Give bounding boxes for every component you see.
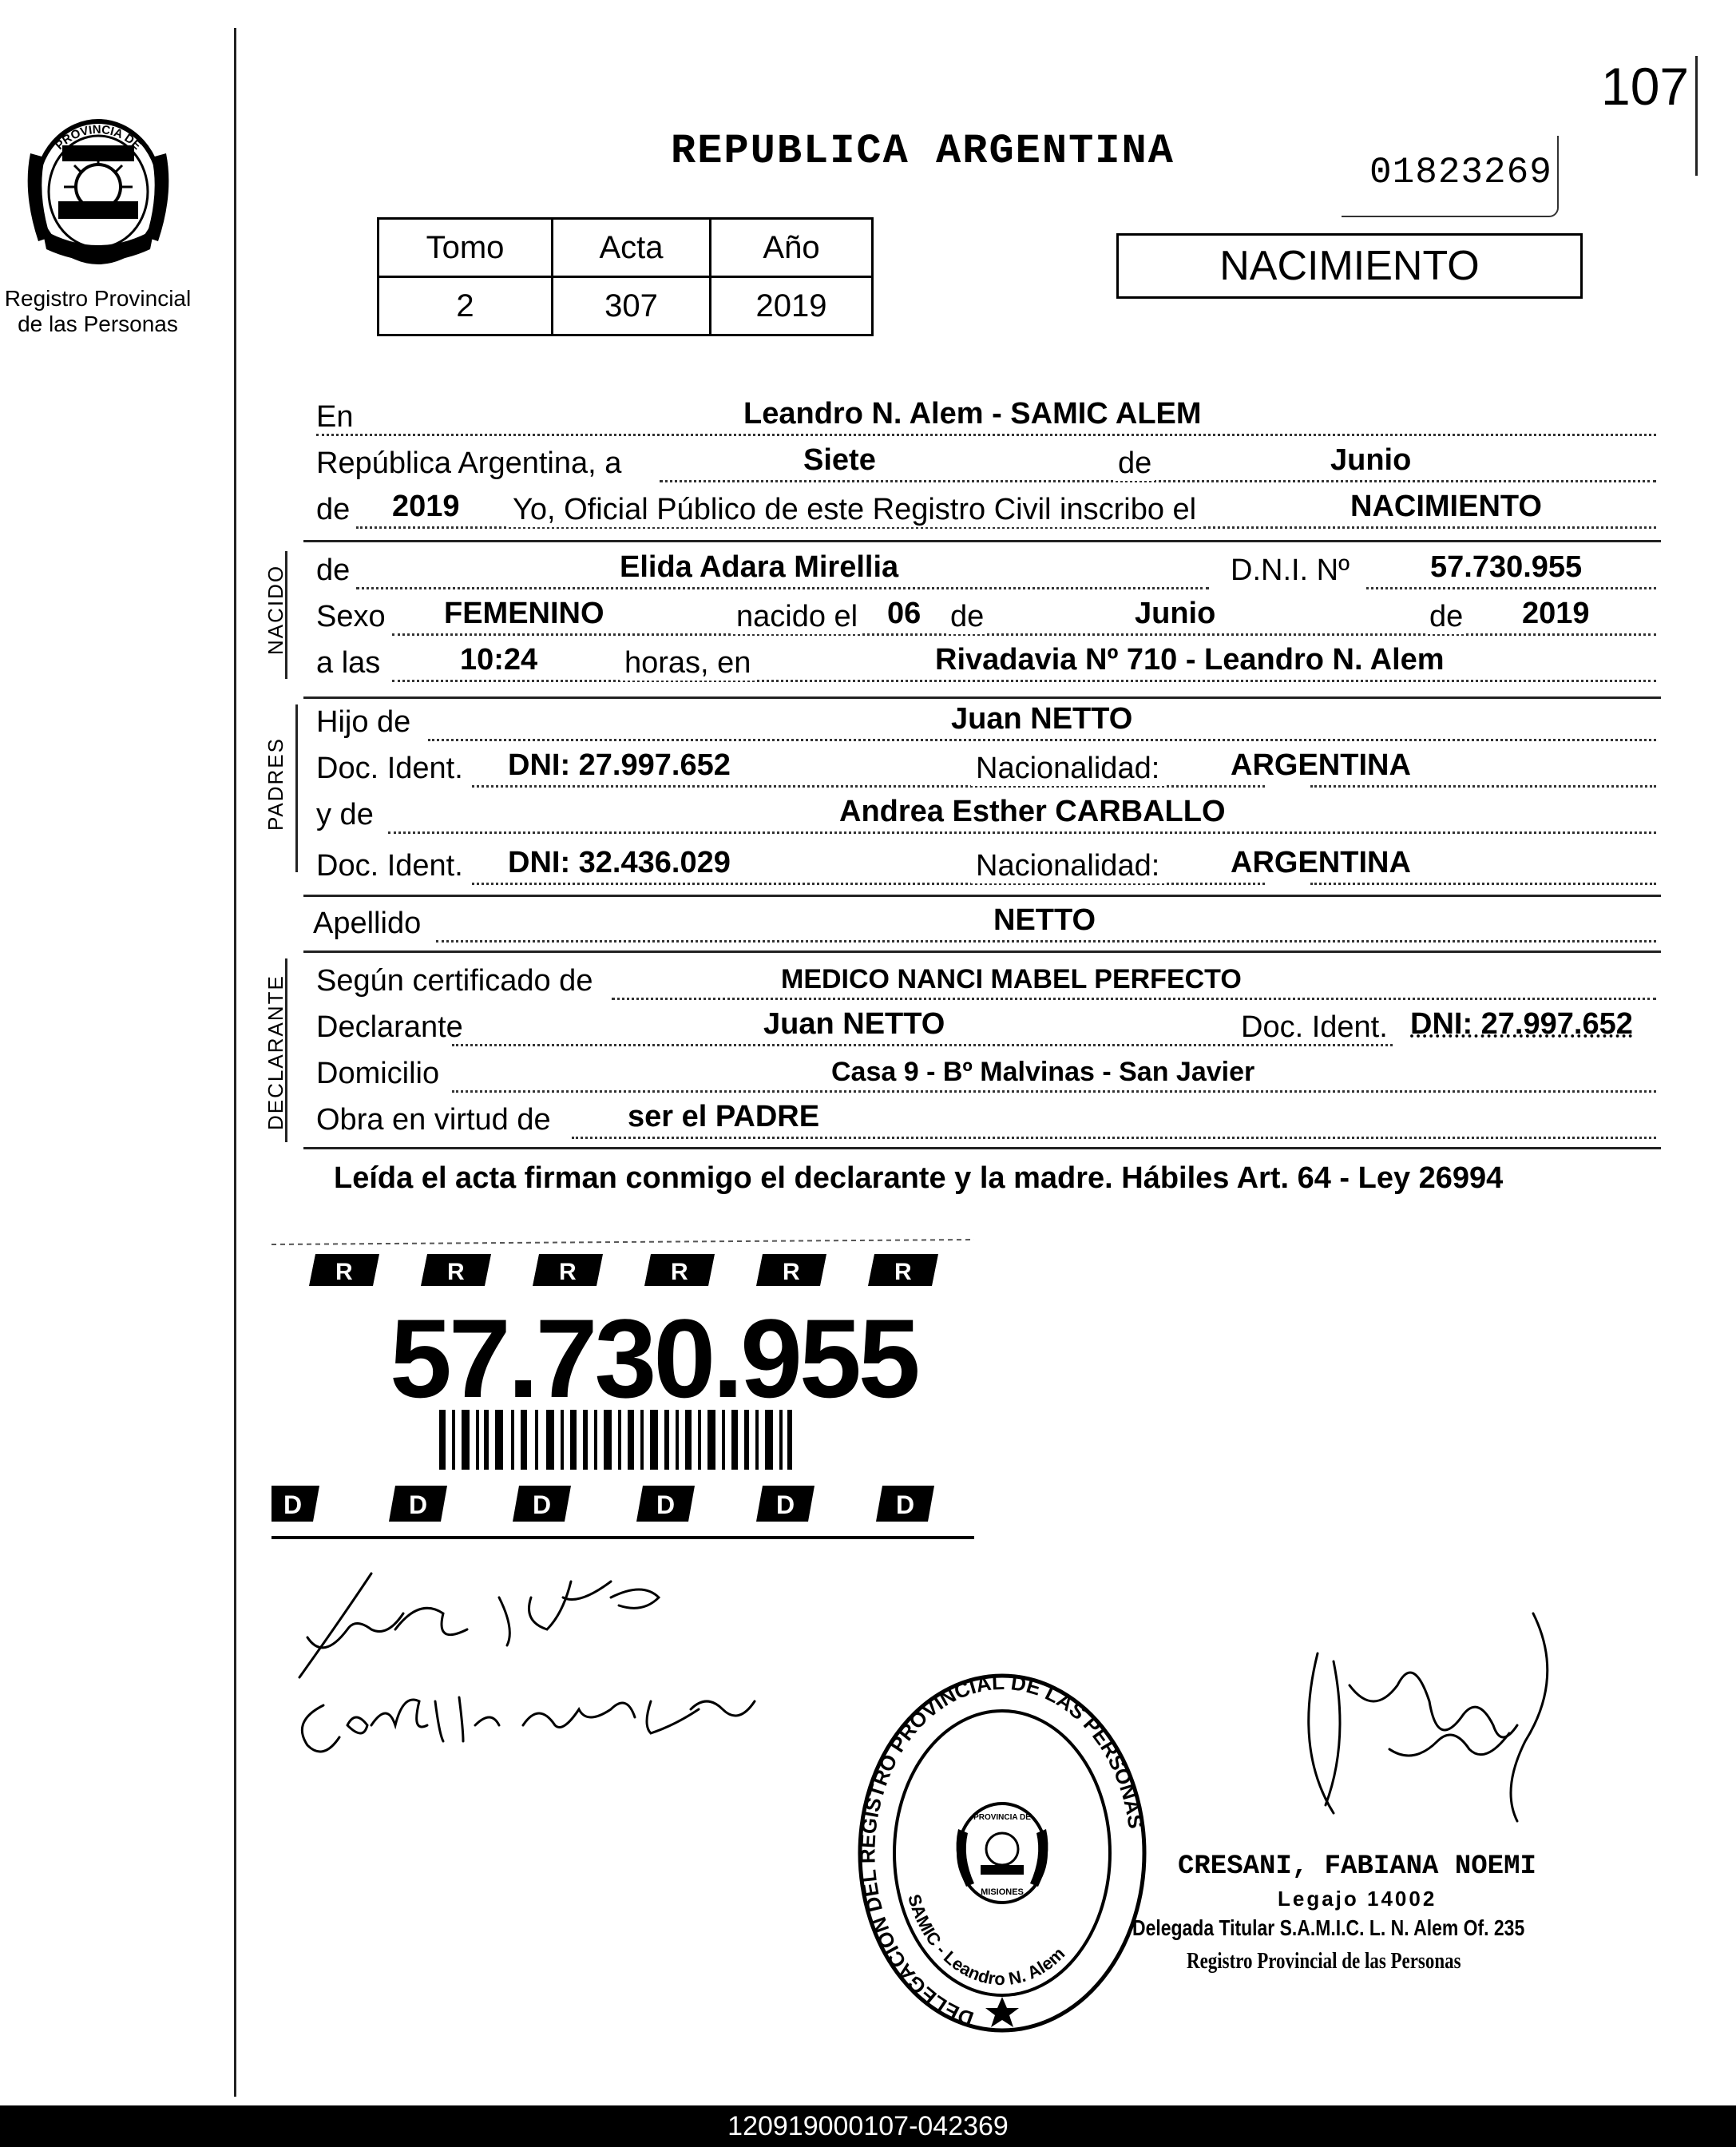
domicilio-value: Casa 9 - Bº Malvinas - San Javier <box>831 1057 1255 1087</box>
hijo-label: Hijo de <box>316 705 411 739</box>
sex-birth-row <box>316 594 1656 639</box>
birth-day: 06 <box>887 597 922 630</box>
alas-label: a las <box>316 646 381 680</box>
right-margin-rule <box>1695 56 1698 176</box>
father-nationality: ARGENTINA <box>1231 748 1411 782</box>
year-value: 2019 <box>392 490 460 523</box>
stamp-ring-text: DELEGACION DEL REGISTRO PROVINCIAL DE LAS PERSONAS <box>855 1669 1148 2032</box>
svg-text:R: R <box>335 1259 353 1285</box>
yde-label: y de <box>316 798 374 831</box>
svg-text:R: R <box>559 1259 577 1285</box>
dni-label: D.N.I. Nº <box>1231 554 1350 587</box>
nacido-el-label: nacido el <box>731 600 862 634</box>
nacionalidad-label: Nacionalidad: <box>971 849 1164 883</box>
security-pattern-bottom <box>271 1486 974 1538</box>
seal-bottom-text: MISIONES <box>63 216 133 241</box>
certificate-value: MEDICO NANCI MABEL PERFECTO <box>781 964 1242 994</box>
svg-text:R: R <box>894 1259 912 1285</box>
father-row <box>316 700 1656 744</box>
declarante-field-label: Declarante <box>316 1010 463 1044</box>
acta-value: 307 <box>553 277 711 335</box>
doc-label: Doc. Ident. <box>316 752 463 785</box>
de3-label: de <box>316 554 351 587</box>
segun-label: Según certificado de <box>316 964 593 998</box>
father-doc: DNI: 27.997.652 <box>508 748 731 782</box>
logo-caption-line2: de las Personas <box>18 312 178 336</box>
serial-number: 01823269 <box>1369 152 1552 193</box>
capacity-row <box>316 1097 1656 1142</box>
stamp-seal-top: PROVINCIA DE <box>973 1813 1031 1822</box>
anio-value: 2019 <box>711 277 873 335</box>
section-rule <box>303 696 1661 699</box>
father-doc-row <box>316 746 1656 791</box>
de4-label: de <box>947 600 987 634</box>
anio-header: Año <box>711 219 873 277</box>
acta-header: Acta <box>553 219 711 277</box>
stamp-seal-bottom: MISIONES <box>981 1887 1024 1897</box>
official-name: CRESANI, FABIANA NOEMI <box>1178 1851 1536 1882</box>
surname-row <box>313 901 1656 946</box>
logo-caption <box>0 286 196 337</box>
svg-text:D: D <box>776 1490 795 1519</box>
doc-label: Doc. Ident. <box>1241 1010 1388 1044</box>
svg-text:R: R <box>783 1259 800 1285</box>
act-type-box: NACIMIENTO <box>1116 233 1583 299</box>
provincial-seal-logo <box>14 97 182 273</box>
child-name: Elida Adara Mirellia <box>620 550 899 584</box>
svg-text:D: D <box>896 1490 915 1519</box>
birth-year: 2019 <box>1522 597 1590 630</box>
section-rule <box>303 895 1661 897</box>
svg-text:R: R <box>671 1259 688 1285</box>
child-dni: 57.730.955 <box>1430 550 1583 584</box>
yo-label: Yo, Oficial Público de este Registro Civil inscribo el <box>508 493 1201 527</box>
section-rule <box>303 1147 1661 1149</box>
mother-row <box>316 792 1656 837</box>
de5-label: de <box>1426 600 1466 634</box>
register-value-row <box>379 277 873 335</box>
place-value: Leandro N. Alem - SAMIC ALEM <box>743 397 1202 431</box>
certificate-row <box>316 958 1656 1003</box>
declarante-doc: DNI: 27.997.652 <box>1410 1007 1633 1041</box>
official-legajo: Legajo 14002 <box>1278 1887 1437 1911</box>
svg-text:D: D <box>283 1490 303 1519</box>
page-number: 107 <box>1601 57 1690 116</box>
logo-caption-line1: Registro Provincial <box>4 286 192 311</box>
declarante-value: Juan NETTO <box>763 1007 945 1041</box>
birth-place: Rivadavia Nº 710 - Leandro N. Alem <box>935 643 1445 677</box>
father-name: Juan NETTO <box>951 702 1133 736</box>
birth-time: 10:24 <box>460 643 538 677</box>
official-signature <box>1294 1605 1581 1845</box>
footer-code: 120919000107-042369 <box>0 2105 1736 2147</box>
de-label: de <box>1115 446 1155 481</box>
apellido-label: Apellido <box>313 907 422 940</box>
stamp-inner-seal <box>957 1804 1048 1903</box>
apellido-value: NETTO <box>993 903 1096 937</box>
left-margin-rule <box>234 28 236 2097</box>
obra-label: Obra en virtud de <box>316 1103 551 1137</box>
stamp-inner-text: SAMIC - Leandro N. Alem <box>904 1891 1069 1990</box>
tomo-header: Tomo <box>379 219 553 277</box>
mother-doc-row <box>316 843 1656 888</box>
obra-value: ser el PADRE <box>628 1100 820 1133</box>
svg-text:R: R <box>447 1259 465 1285</box>
birth-month: Junio <box>1135 597 1216 630</box>
sexo-label: Sexo <box>316 600 386 633</box>
nacionalidad-label: Nacionalidad: <box>971 752 1164 786</box>
svg-text:D: D <box>533 1490 552 1519</box>
nacido-label: NACIDO <box>264 564 287 655</box>
date-row <box>316 441 1656 486</box>
parents-signatures <box>275 1566 834 1773</box>
declarante-label: DECLARANTE <box>264 974 287 1130</box>
en-label: En <box>316 400 354 434</box>
sexo-value: FEMENINO <box>444 597 604 630</box>
de2-label: de <box>316 493 351 526</box>
registry-stamp <box>854 1669 1150 2037</box>
declarant-row <box>316 1005 1656 1050</box>
child-name-row <box>316 548 1656 593</box>
doc-label: Doc. Ident. <box>316 849 463 883</box>
padres-label: PADRES <box>264 737 287 831</box>
domicilio-label: Domicilio <box>316 1057 440 1090</box>
document-heading: REPUBLICA ARGENTINA <box>671 128 1175 175</box>
time-place-row <box>316 641 1656 685</box>
svg-text:MISIONES <box>63 216 133 240</box>
section-rule <box>303 540 1661 542</box>
barcode-number: 57.730.955 <box>390 1296 918 1421</box>
official-registry: Registro Provincial de las Personas <box>1187 1949 1461 1974</box>
register-table <box>377 217 874 336</box>
closing-statement: Leída el acta firman conmigo el declarante y la madre. Hábiles Art. 64 - Ley 26994 <box>334 1161 1504 1195</box>
republica-label: República Argentina, a <box>316 446 622 480</box>
address-row <box>316 1051 1656 1096</box>
official-title: Delegada Titular S.A.M.I.C. L. N. Alem Of. 235 <box>1132 1915 1525 1940</box>
seal-top-text: PROVINCIA DE <box>52 122 145 153</box>
section-rule <box>303 950 1661 953</box>
month-value: Junio <box>1330 443 1412 477</box>
svg-text:D: D <box>656 1490 676 1519</box>
registration-row <box>316 487 1656 532</box>
mother-name: Andrea Esther CARBALLO <box>839 795 1226 828</box>
register-header-row <box>379 219 873 277</box>
svg-text:SAMIC - Leandro N. Alem <box>904 1892 1068 1990</box>
day-value: Siete <box>803 443 876 477</box>
padres-bracket <box>295 704 298 872</box>
horas-label: horas, en <box>620 646 755 681</box>
event-value: NACIMIENTO <box>1350 490 1542 523</box>
place-row <box>316 395 1656 439</box>
mother-doc: DNI: 32.436.029 <box>508 846 731 879</box>
tomo-value: 2 <box>379 277 553 335</box>
svg-text:D: D <box>409 1490 428 1519</box>
mother-nationality: ARGENTINA <box>1231 846 1411 879</box>
security-pattern-top <box>271 1240 974 1286</box>
